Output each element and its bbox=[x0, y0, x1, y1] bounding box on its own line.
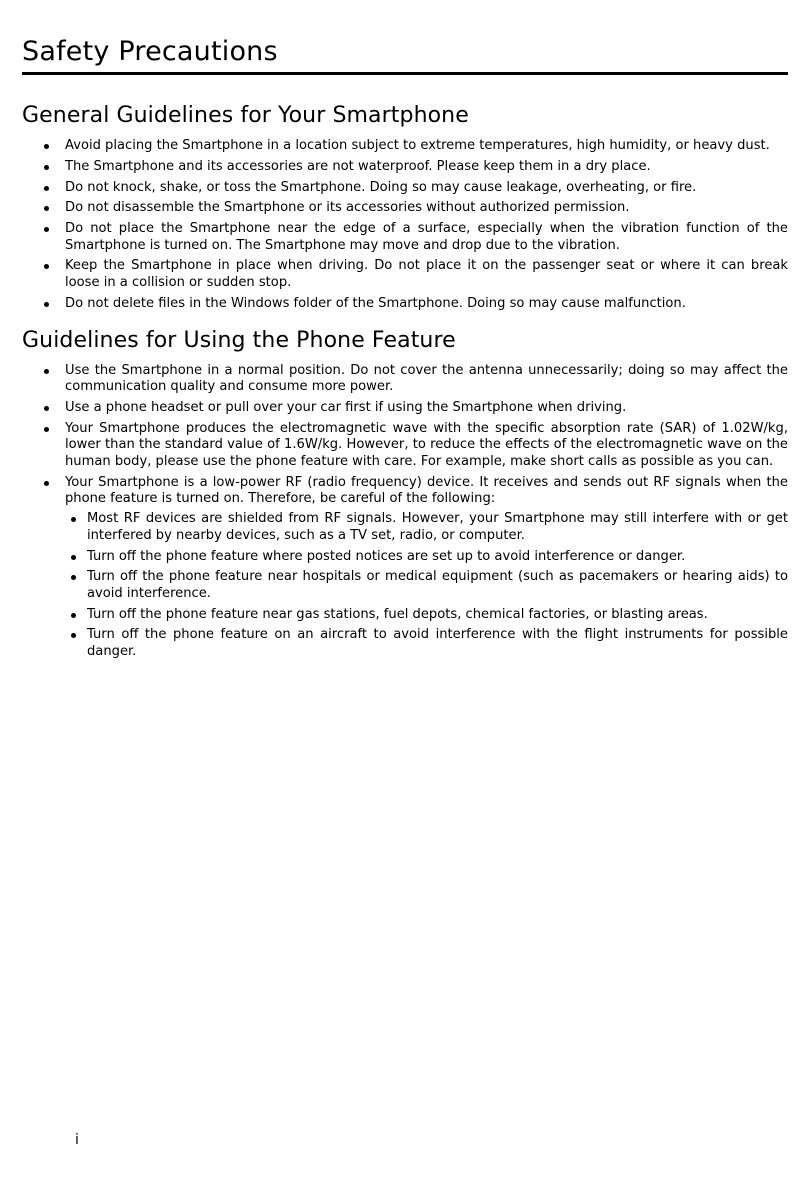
list-item bbox=[22, 180, 788, 196]
list-item bbox=[22, 475, 788, 661]
sub-list-item-text: Turn off the phone feature near hospitals or medical equipment (such as pacemakers or hearing aids) to avoid interference. bbox=[87, 569, 788, 601]
page-number: i bbox=[75, 1132, 79, 1148]
sub-list-item bbox=[65, 607, 788, 623]
section-heading-general: General Guidelines for Your Smartphone bbox=[22, 103, 469, 128]
sub-list-item bbox=[65, 511, 788, 544]
list-item-text: Do not place the Smartphone near the edge of a surface, especially when the vibration function of the Smartphone is turned on. The Smartphone may move and drop due to the vibration. bbox=[65, 221, 788, 253]
page-title: Safety Precautions bbox=[22, 36, 278, 67]
bullet-icon bbox=[71, 555, 76, 560]
list-item bbox=[22, 258, 788, 291]
list-item bbox=[22, 159, 788, 175]
sub-list-item bbox=[65, 549, 788, 565]
list-item bbox=[22, 421, 788, 470]
sub-list-item-text: Turn off the phone feature on an aircraft to avoid interference with the flight instruments for possible danger. bbox=[87, 627, 788, 659]
list-item bbox=[22, 400, 788, 416]
general-guidelines-list bbox=[22, 138, 788, 312]
bullet-icon bbox=[44, 427, 49, 432]
list-item-text: Do not disassemble the Smartphone or its accessories without authorized permission. bbox=[65, 200, 630, 216]
sub-list-item bbox=[65, 569, 788, 602]
bullet-icon bbox=[44, 406, 49, 411]
document-page bbox=[22, 0, 788, 665]
bullet-icon bbox=[44, 227, 49, 232]
list-item bbox=[22, 200, 788, 216]
title-rule bbox=[22, 72, 788, 75]
bullet-icon bbox=[44, 302, 49, 307]
bullet-icon bbox=[44, 165, 49, 170]
bullet-icon bbox=[44, 264, 49, 269]
list-item-text: Do not knock, shake, or toss the Smartphone. Doing so may cause leakage, overheating, or fire. bbox=[65, 179, 697, 195]
bullet-icon bbox=[71, 575, 76, 580]
list-item-text: The Smartphone and its accessories are not waterproof. Please keep them in a dry place. bbox=[65, 158, 651, 174]
bullet-icon bbox=[44, 481, 49, 486]
list-item-text: Your Smartphone is a low-power RF (radio frequency) device. It receives and sends out RF signals when the phone feature is turned on. Therefore, be careful of the following: bbox=[65, 474, 788, 507]
list-item-text: Keep the Smartphone in place when driving. Do not place it on the passenger seat or where it can break loose in a collision or sudden stop. bbox=[65, 258, 788, 290]
bullet-icon bbox=[44, 144, 49, 149]
sub-list-item-text: Most RF devices are shielded from RF signals. However, your Smartphone may still interfere with or get interfered by nearby devices, such as a TV set, radio, or computer. bbox=[87, 511, 788, 543]
list-item-text: Use the Smartphone in a normal position. Do not cover the antenna unnecessarily; doing so may affect the communication quality and consume more power. bbox=[65, 363, 788, 395]
phone-feature-list bbox=[22, 363, 788, 660]
list-item bbox=[22, 363, 788, 396]
bullet-icon bbox=[71, 613, 76, 618]
bullet-icon bbox=[44, 369, 49, 374]
section-heading-phone-feature: Guidelines for Using the Phone Feature bbox=[22, 328, 456, 353]
bullet-icon bbox=[44, 206, 49, 211]
sub-list-item-text: Turn off the phone feature near gas stations, fuel depots, chemical factories, or blasting areas. bbox=[87, 606, 708, 622]
list-item-text: Your Smartphone produces the electromagnetic wave with the specific absorption rate (SAR) of 1.02W/kg, lower than the standard value of 1.6W/kg. However, to reduce the effects of the electromagnetic wave on the human body, please use the phone feature with care. For example, make short calls as possible as you can. bbox=[65, 421, 788, 469]
list-item bbox=[22, 296, 788, 312]
sub-list-item-text: Turn off the phone feature where posted notices are set up to avoid interference or danger. bbox=[87, 548, 686, 564]
rf-precautions-sublist bbox=[65, 511, 788, 660]
bullet-icon bbox=[71, 517, 76, 522]
sub-list-item bbox=[65, 627, 788, 660]
bullet-icon bbox=[44, 186, 49, 191]
list-item-text: Do not delete files in the Windows folder of the Smartphone. Doing so may cause malfunction. bbox=[65, 295, 686, 311]
bullet-icon bbox=[71, 633, 76, 638]
list-item-text: Avoid placing the Smartphone in a location subject to extreme temperatures, high humidity, or heavy dust. bbox=[65, 138, 770, 153]
list-item bbox=[22, 138, 788, 154]
list-item-text: Use a phone headset or pull over your car first if using the Smartphone when driving. bbox=[65, 400, 627, 416]
list-item bbox=[22, 221, 788, 254]
